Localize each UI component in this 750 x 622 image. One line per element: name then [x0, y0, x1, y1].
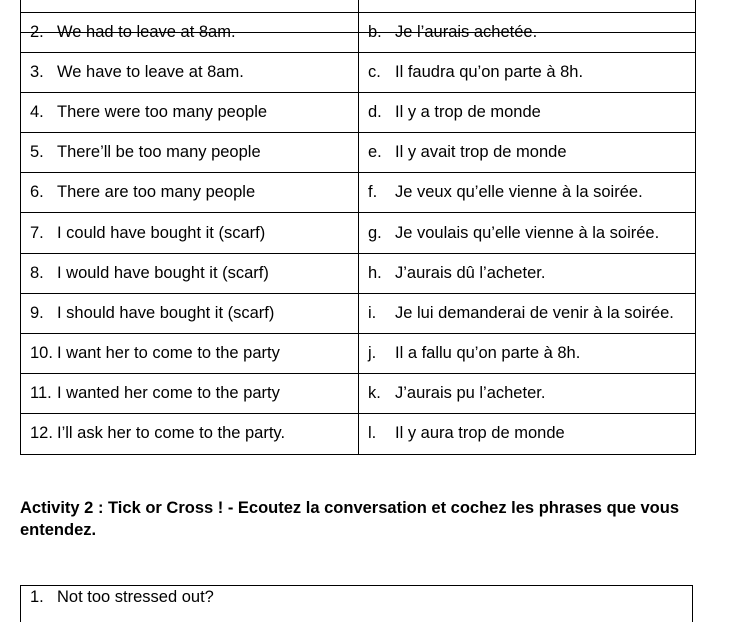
item-number: 7.: [30, 224, 57, 243]
table-row: [21, 92, 696, 132]
french-cell: [359, 173, 696, 213]
table-row: [21, 414, 696, 454]
item-letter: i.: [368, 304, 395, 323]
item-number: 2.: [30, 23, 57, 42]
table-row: [21, 213, 696, 253]
english-cell: [21, 133, 359, 173]
english-cell: [21, 213, 359, 253]
table-row: [21, 334, 696, 374]
item-number: 5.: [30, 143, 57, 162]
french-phrase: Il y a trop de monde: [395, 103, 541, 122]
item-letter: j.: [368, 344, 395, 363]
item-number: 8.: [30, 264, 57, 283]
item-letter: h.: [368, 264, 395, 283]
english-phrase: There are too many people: [57, 183, 255, 202]
tick-or-cross-table: [20, 585, 693, 622]
table-row: [21, 374, 696, 414]
english-cell: [21, 374, 359, 414]
activity-2-heading: Activity 2 : Tick or Cross ! - Ecoutez la conversation et cochez les phrases que vous entendez.: [20, 497, 710, 541]
item-number: 9.: [30, 304, 57, 323]
french-phrase: Je l’aurais achetée.: [395, 23, 537, 42]
french-phrase: Il faudra qu’on parte à 8h.: [395, 63, 583, 82]
french-phrase: Il y aura trop de monde: [395, 424, 565, 443]
french-cell: [359, 374, 696, 414]
french-cell: [359, 12, 696, 52]
french-cell: [359, 213, 696, 253]
item-letter: e.: [368, 143, 395, 162]
item-number: 1.: [30, 588, 57, 607]
english-cell: [21, 173, 359, 213]
english-phrase: I’ll ask her to come to the party.: [57, 424, 285, 443]
table-row: [21, 133, 696, 173]
french-cell: [359, 133, 696, 173]
french-phrase: Je veux qu’elle vienne à la soirée.: [395, 183, 643, 202]
item-letter: c.: [368, 63, 395, 82]
english-phrase: I could have bought it (scarf): [57, 224, 265, 243]
english-phrase: There’ll be too many people: [57, 143, 261, 162]
french-cell: [359, 52, 696, 92]
phrase-text: Not too stressed out?: [57, 588, 214, 607]
table-row: [21, 293, 696, 333]
item-number: 3.: [30, 63, 57, 82]
item-letter: g.: [368, 224, 395, 243]
table-row: [21, 253, 696, 293]
table-row: [21, 586, 693, 622]
english-cell: [21, 334, 359, 374]
english-phrase: There were too many people: [57, 103, 267, 122]
french-phrase: Il y avait trop de monde: [395, 143, 567, 162]
item-letter: b.: [368, 23, 395, 42]
french-phrase: J’aurais pu l’acheter.: [395, 384, 545, 403]
french-phrase: Il a fallu qu’on parte à 8h.: [395, 344, 580, 363]
item-number: 12.: [30, 424, 57, 443]
table-row: [21, 173, 696, 213]
english-cell: [21, 92, 359, 132]
item-letter: k.: [368, 384, 395, 403]
english-cell: [21, 253, 359, 293]
french-phrase: Je lui demanderai de venir à la soirée.: [395, 304, 674, 323]
english-cell: [21, 52, 359, 92]
french-cell: [359, 293, 696, 333]
english-cell: [21, 414, 359, 454]
english-cell: [21, 12, 359, 52]
french-cell: [359, 414, 696, 454]
item-number: 10.: [30, 344, 57, 363]
french-cell: [359, 334, 696, 374]
item-letter: l.: [368, 424, 395, 443]
english-phrase: I would have bought it (scarf): [57, 264, 269, 283]
english-phrase: I should have bought it (scarf): [57, 304, 274, 323]
english-phrase: I wanted her come to the party: [57, 384, 280, 403]
item-number: 11.: [30, 384, 57, 403]
matching-table-body: [20, 12, 696, 455]
english-cell: [21, 293, 359, 333]
english-phrase: I want her to come to the party: [57, 344, 280, 363]
table-row: [21, 52, 696, 92]
item-number: 6.: [30, 183, 57, 202]
french-cell: [359, 92, 696, 132]
table-row: [21, 12, 696, 52]
english-phrase: We have to leave at 8am.: [57, 63, 244, 82]
phrase-cell: [21, 586, 693, 622]
french-phrase: J’aurais dû l’acheter.: [395, 264, 545, 283]
item-number: 4.: [30, 103, 57, 122]
french-cell: [359, 253, 696, 293]
english-phrase: We had to leave at 8am.: [57, 23, 236, 42]
french-phrase: Je voulais qu’elle vienne à la soirée.: [395, 224, 659, 243]
item-letter: f.: [368, 183, 395, 202]
item-letter: d.: [368, 103, 395, 122]
